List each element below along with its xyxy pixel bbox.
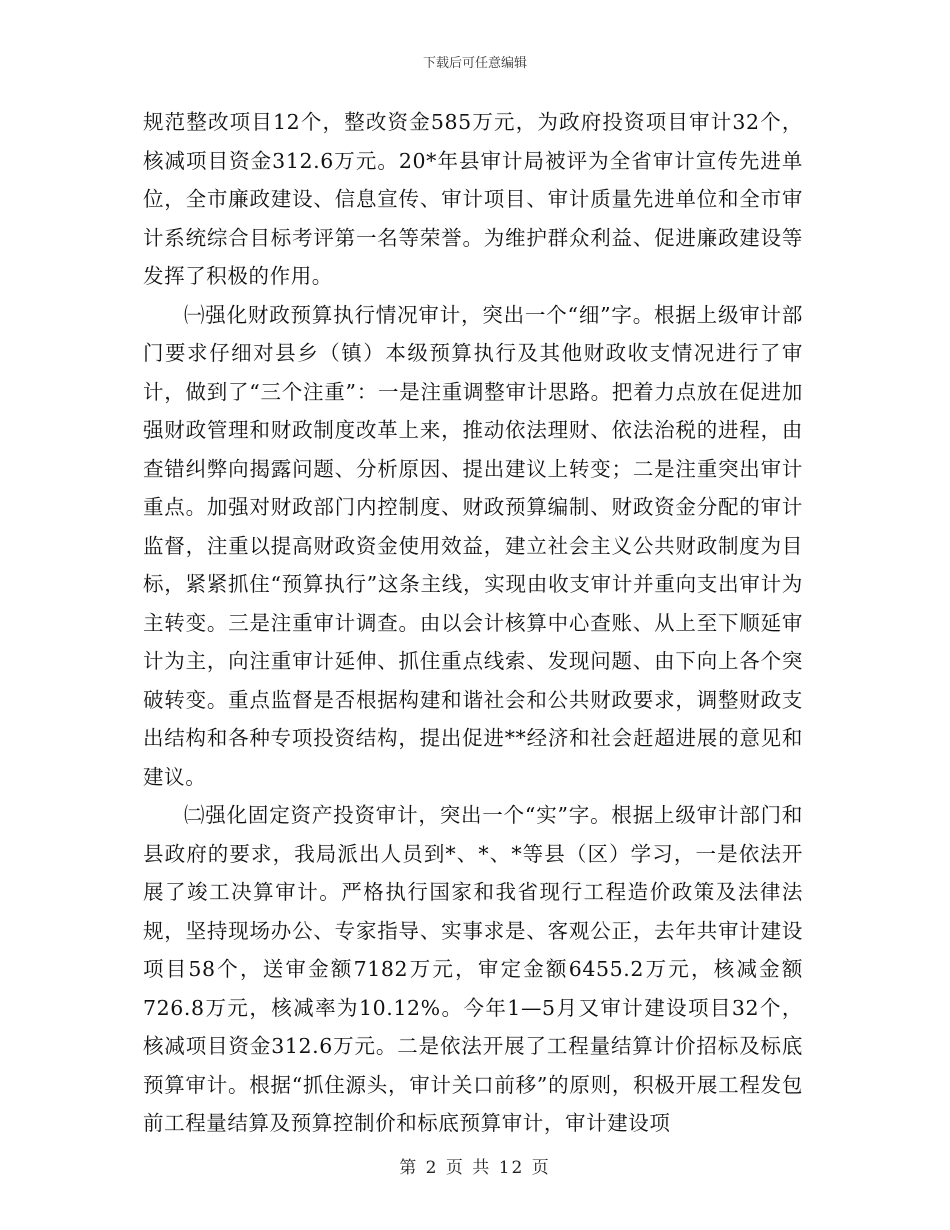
document-body: [143, 103, 803, 1143]
paragraph-continuation: 规范整改项目12个，整改资金585万元，为政府投资项目审计32个，核减项目资金312.6万元。20*年县审计局被评为全省审计宣传先进单位，全市廉政建设、信息宣传、审计项目、审计质量先进单位和全市审计系统综合目标考评第一名等荣誉。为维护群众利益、促进廉政建设等发挥了积极的作用。: [143, 110, 803, 288]
page-header: 下载后可任意编辑: [422, 56, 527, 71]
paragraph-investment-audit: ㈡强化固定资产投资审计，突出一个“实”字。根据上级审计部门和县政府的要求，我局派出人员到*、*、*等县（区）学习，一是依法开展了竣工决算审计。严格执行国家和我省现行工程造价政策及法律法规，坚持现场办公、专家指导、实事求是、客观公正，去年共审计建设项目58个，送审金额7182万元，审定金额6455.2万元，核减金额726.8万元，核减率为10.12%。今年1—5月又审计建设项目32个，核减项目资金312.6万元。二是依法开展了工程量结算计价招标及标底预算审计。根据“抓住源头，审计关口前移”的原则，积极开展工程发包前工程量结算及预算控制价和标底预算审计，审计建设项: [143, 803, 803, 1135]
paragraph-budget-audit: ㈠强化财政预算执行情况审计，突出一个“细”字。根据上级审计部门要求仔细对县乡（镇）本级预算执行及其他财政收支情况进行了审计，做到了“三个注重”：一是注重调整审计思路。把着力点放在促进加强财政管理和财政制度改革上来，推动依法理财、依法治税的进程，由查错纠弊向揭露问题、分析原因、提出建议上转变；二是注重突出审计重点。加强对财政部门内控制度、财政预算编制、财政资金分配的审计监督，注重以提高财政资金使用效益，建立社会主义公共财政制度为目标，紧紧抓住“预算执行”这条主线，实现由收支审计并重向支出审计为主转变。三是注重审计调查。由以会计核算中心查账、从上至下顺延审计为主，向注重审计延伸、抓住重点线索、发现问题、由下向上各个突破转变。重点监督是否根据构建和谐社会和公共财政要求，调整财政支出结构和各种专项投资结构，提出促进**经济和社会赶超进展的意见和建议。: [143, 302, 803, 789]
page-number-footer: 第 2 页 共 12 页: [399, 1158, 551, 1178]
